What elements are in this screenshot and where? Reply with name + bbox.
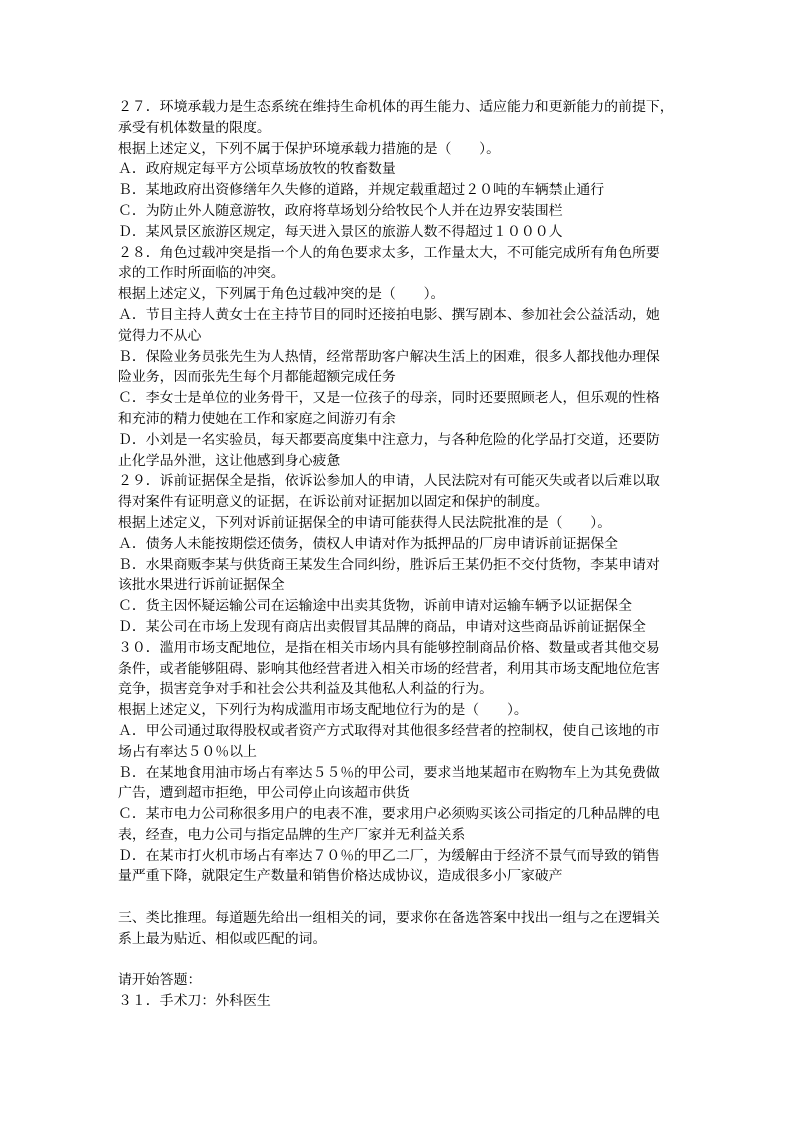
q27-option-D: Ｄ．某风景区旅游区规定，每天进入景区的旅游人数不得超过１０００人 (118, 223, 563, 240)
q29-definition-line: 得对案件有证明意义的证据，在诉讼前对证据加以固定和保护的制度。 (118, 494, 549, 511)
q30-definition-line: 条件，或者能够阻碍、影响其他经营者进入相关市场的经营者，利用其市场支配地位危害 (118, 660, 660, 677)
section-heading-analogy: 三、类比推理。每道题先给出一组相关的词，要求你在备选答案中找出一组与之在逻辑关 (118, 910, 660, 927)
q28-option-D: Ｄ．小刘是一名实验员，每天都要高度集中注意力，与各种危险的化学品打交道，还要防 (118, 431, 660, 448)
q29-option-C: Ｃ．货主因怀疑运输公司在运输途中出卖其货物，诉前申请对运输车辆予以证据保全 (118, 598, 632, 615)
q27-option-C: Ｃ．为防止外人随意游牧，政府将草场划分给牧民个人并在边界安装围栏 (118, 202, 563, 219)
q30-definition-line: ３０．滥用市场支配地位，是指在相关市场内具有能够控制商品价格、数量或者其他交易 (118, 639, 660, 656)
q27-question: 根据上述定义，下列不属于保护环境承载力措施的是（ ）。 (118, 140, 500, 157)
q30-option-A: 场占有率达５０％以上 (118, 743, 257, 760)
q28-option-B: 险业务，因而张先生每个月都能超额完成任务 (118, 369, 396, 386)
q30-option-B: Ｂ．在某地食用油市场占有率达５５％的甲公司，要求当地某超市在购物车上为其免费做 (118, 764, 660, 781)
q27-definition-line: ２７．环境承载力是生态系统在维持生命机体的再生能力、适应能力和更新能力的前提下， (118, 99, 674, 115)
document-page (118, 97, 688, 1012)
q28-definition-line: 求的工作时所面临的冲突。 (118, 265, 285, 282)
q29-question: 根据上述定义，下列对诉前证据保全的申请可能获得人民法院批准的是（ ）。 (118, 514, 612, 531)
q28-definition-line: ２８．角色过载冲突是指一个人的角色要求太多，工作量太大，不可能完成所有角色所要 (118, 244, 660, 261)
blank-line (118, 887, 688, 908)
q27-definition-line: 承受有机体数量的限度。 (118, 119, 271, 136)
q29-option-D: Ｄ．某公司在市场上发现有商店出卖假冒其品牌的商品，申请对这些商品诉前证据保全 (118, 618, 646, 635)
q28-option-C: 和充沛的精力使她在工作和家庭之间游刃有余 (118, 410, 396, 427)
q29-option-A: Ａ．债务人未能按期偿还债务，债权人申请对作为抵押品的厂房申请诉前证据保全 (118, 535, 619, 552)
blank-line (118, 950, 688, 971)
q30-option-B: 广告，遭到超市拒绝，甲公司停止向该超市供货 (118, 785, 410, 802)
q29-option-B: Ｂ．水果商贩李某与供货商王某发生合同纠纷，胜诉后王某仍拒不交付货物，李某申请对 (118, 556, 660, 573)
q30-question: 根据上述定义，下列行为构成滥用市场支配地位行为的是（ ）。 (118, 702, 528, 719)
start-prompt: 请开始答题： (118, 972, 202, 989)
q28-option-A: 觉得力不从心 (118, 327, 202, 344)
q27-option-B: Ｂ．某地政府出资修缮年久失修的道路，并规定载重超过２０吨的车辆禁止通行 (118, 182, 605, 199)
q28-question: 根据上述定义，下列属于角色过载冲突的是（ ）。 (118, 286, 445, 303)
q28-option-B: Ｂ．保险业务员张先生为人热情，经常帮助客户解决生活上的困难，很多人都找他办理保 (118, 348, 660, 365)
q28-option-A: Ａ．节目主持人黄女士在主持节目的同时还接拍电影、撰写剧本、参加社会公益活动，她 (118, 306, 660, 323)
q30-option-C: Ｃ．某市电力公司称很多用户的电表不准，要求用户必须购买该公司指定的几种品牌的电 (118, 806, 660, 823)
q30-definition-line: 竞争，损害竞争对手和社会公共利益及其他私人利益的行为。 (118, 681, 494, 698)
q30-option-C: 表，经查，电力公司与指定品牌的生产厂家并无利益关系 (118, 826, 466, 843)
q29-option-B: 该批水果进行诉前证据保全 (118, 577, 285, 594)
q30-option-D: Ｄ．在某市打火机市场占有率达７０％的甲乙二厂，为缓解由于经济不景气而导致的销售 (118, 847, 660, 864)
q28-option-D: 止化学品外泄，这让他感到身心疲惫 (118, 452, 341, 469)
q28-option-C: Ｃ．李女士是单位的业务骨干，又是一位孩子的母亲，同时还要照顾老人，但乐观的性格 (118, 390, 660, 407)
q30-option-D: 量严重下降，就限定生产数量和销售价格达成协议，造成很多小厂家破产 (118, 868, 563, 885)
q30-option-A: Ａ．甲公司通过取得股权或者资产方式取得对其他很多经营者的控制权，使自己该地的市 (118, 722, 660, 739)
q31-question: ３１．手术刀：外科医生 (118, 993, 271, 1010)
section-heading-analogy: 系上最为贴近、相似或匹配的词。 (118, 930, 327, 947)
q27-option-A: Ａ．政府规定每平方公顷草场放牧的牧畜数量 (118, 161, 396, 178)
q29-definition-line: ２９．诉前证据保全是指，依诉讼参加人的申请，人民法院对有可能灭失或者以后难以取 (118, 473, 660, 490)
